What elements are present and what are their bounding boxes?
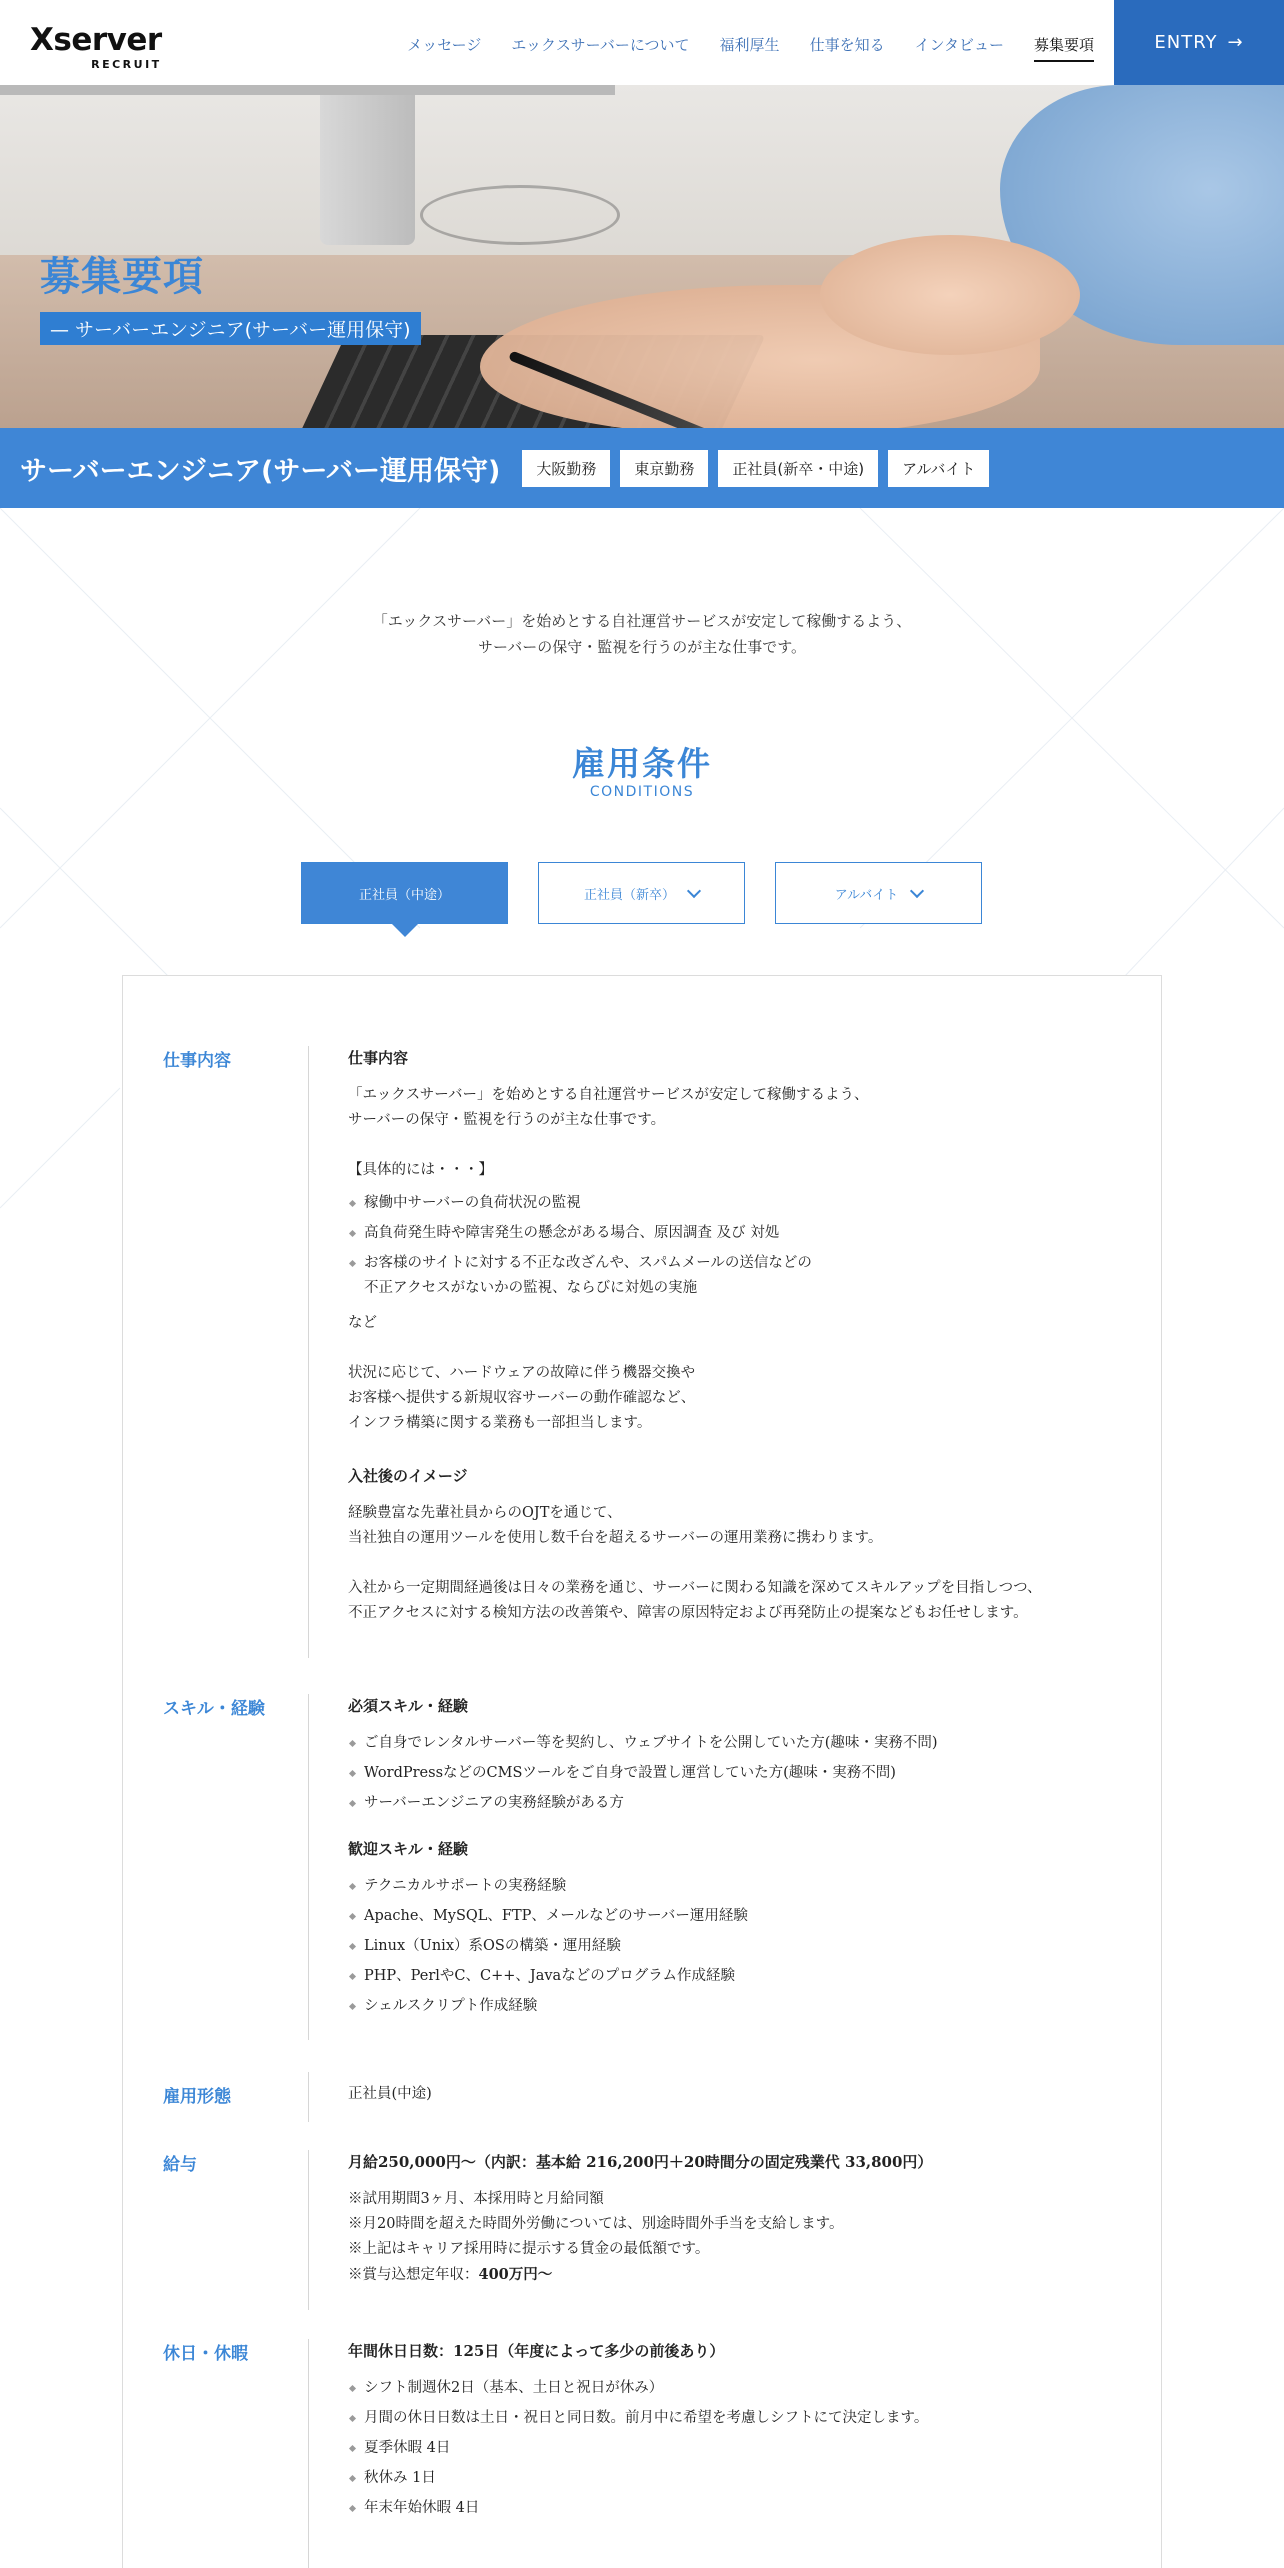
site-logo[interactable] [30,24,162,71]
tag-fulltime: 正社員(新卒・中途) [718,450,878,487]
tab-fulltime-midcareer[interactable] [301,862,508,924]
row-body [348,2150,1108,2288]
hero-photo-monitor [0,85,615,95]
list-item: 月間の休日日数は土日・祝日と同日数。前月中に希望を考慮しシフトにて決定します。 [348,2406,1108,2431]
tag-tokyo: 東京勤務 [620,450,708,487]
tab-parttime[interactable] [775,862,982,924]
row-divider [308,2339,309,2568]
text-line: インフラ構築に関する業務も一部担当します。 [348,1415,652,1431]
row-label: スキル・経験 [163,1699,265,1719]
list-item: 秋休み 1日 [348,2466,1108,2491]
row-divider [308,2150,309,2310]
salary-heading: 月給250,000円～（内訳：基本給 216,200円＋20時間分の固定残業代 33,800円） [348,2153,933,2171]
row-divider [308,1046,309,1658]
tag-osaka: 大阪勤務 [522,450,610,487]
hero-photo-hand-right [820,235,1080,355]
section-heading: 仕事内容 [348,1049,409,1067]
text-line: サーバーの保守・監視を行うのが主な仕事です。 [348,1112,666,1128]
section-heading: 必須スキル・経験 [348,1697,468,1715]
list-item: ご自身でレンタルサーバー等を契約し、ウェブサイトを公開していた方(趣味・実務不問) [348,1731,1108,1756]
row-body [348,2339,1108,2526]
conditions-title: 雇用条件 [572,744,712,783]
list-item: シェルスクリプト作成経験 [348,1994,1108,2019]
tab-fulltime-newgrad[interactable] [538,862,745,924]
chevron-down-icon [910,883,924,897]
text-line: 経験豊富な先輩社員からのOJTを通じて、 [348,1505,622,1521]
logo-main-text: Xserver [30,22,162,58]
task-list [348,1191,1108,1301]
section-heading: 入社後のイメージ [348,1467,468,1485]
holiday-list [348,2376,1108,2521]
list-item: シフト制週休2日（基本、土日と祝日が休み） [348,2376,1108,2401]
hero-title: 募集要項 [40,254,204,300]
intro-line: サーバーの保守・監視を行うのが主な仕事です。 [477,638,807,656]
main-nav [407,34,1094,62]
row-label: 仕事内容 [163,1051,231,1071]
site-header [0,0,1284,85]
tab-label: 正社員（新卒） [583,887,675,903]
job-title: サーバーエンジニア(サーバー運用保守) [20,455,501,487]
tab-label: 正社員（中途） [358,887,450,903]
hero-photo-glasses [420,185,620,245]
list-item: Apache、MySQL、FTP、メールなどのサーバー運用経験 [348,1904,1108,1929]
hero-photo-monitor-stand [320,95,415,245]
holiday-heading: 年間休日日数：125日（年度によって多少の前後あり） [348,2342,725,2360]
row-label: 給与 [163,2155,197,2175]
row-label: 雇用形態 [163,2087,231,2107]
row-divider [308,2072,309,2122]
intro-text [0,608,1284,660]
list-item: お客様のサイトに対する不正な改ざんや、スパムメールの送信などの 不正アクセスがないかの監視、ならびに対処の実施 [348,1251,1108,1301]
list-item: 年末年始休暇 4日 [348,2496,1108,2521]
row-label: 休日・休暇 [163,2344,248,2364]
tab-label: アルバイト [834,887,899,903]
nav-item-interview[interactable]: インタビュー [914,36,1004,54]
welcome-skill-list [348,1874,1108,2019]
annual-income-value: 400万円～ [478,2266,553,2283]
text-line: 状況に応じて、ハードウェアの故障に伴う機器交換や [348,1365,696,1381]
row-skills [163,1694,1123,2040]
nav-item-work[interactable]: 仕事を知る [809,36,885,54]
nav-item-about[interactable]: エックスサーバーについて [511,36,690,54]
row-salary [163,2150,1123,2310]
text-line: 不正アクセスに対する検知方法の改善策や、障害の原因特定および再発防止の提案などもお任せします。 [348,1605,1028,1621]
list-item: 夏季休暇 4日 [348,2436,1108,2461]
nav-item-benefits[interactable]: 福利厚生 [719,36,780,54]
text-line: ※上記はキャリア採用時に提示する賃金の最低額です。 [348,2241,710,2257]
required-skill-list [348,1731,1108,1816]
job-title-bar [0,428,1284,508]
arrow-right-icon: → [1227,32,1244,53]
text-line: お客様へ提供する新規収容サーバーの動作確認など、 [348,1390,696,1406]
list-item: サーバーエンジニアの実務経験がある方 [348,1791,1108,1816]
logo-sub-text: RECRUIT [91,58,162,71]
list-item: WordPressなどのCMSツールをご自身で設置し運営していた方(趣味・実務不問) [348,1761,1108,1786]
text-line: 「エックスサーバー」を始めとする自社運営サービスが安定して稼働するよう、 [348,1087,869,1103]
row-holidays [163,2339,1123,2568]
list-item: Linux（Unix）系OSの構築・運用経験 [348,1934,1108,1959]
text-line: 【具体的には・・・】 [348,1162,493,1178]
list-item: テクニカルサポートの実務経験 [348,1874,1108,1899]
entry-button[interactable] [1114,0,1284,85]
nav-item-message[interactable]: メッセージ [407,36,482,54]
text-line: など [348,1315,377,1331]
text-line: ※試用期間3ヶ月、本採用時と月給同額 [348,2191,604,2207]
row-job-description [163,1046,1123,1658]
text-line: ※月20時間を超えた時間外労働については、別途時間外手当を支給します。 [348,2216,844,2232]
chevron-down-icon [687,883,701,897]
text-line: 入社から一定期間経過後は日々の業務を通じ、サーバーに関わる知識を深めてスキルアップを目指しつつ、 [348,1580,1042,1596]
tag-parttime: アルバイト [888,450,989,487]
hero-subtitle: — サーバーエンジニア(サーバー運用保守) [40,312,421,345]
conditions-tabs [301,862,982,924]
list-item: 稼働中サーバーの負荷状況の監視 [348,1191,1108,1216]
text-line: 当社独自の運用ツールを使用し数千台を超えるサーバーの運用業務に携わります。 [348,1530,883,1546]
hero-banner [0,85,1284,428]
intro-line: 「エックスサーバー」を始めとする自社運営サービスが安定して稼働するよう、 [372,612,912,630]
row-body [348,1046,1108,1626]
section-heading: 歓迎スキル・経験 [348,1840,468,1858]
list-item: 高負荷発生時や障害発生の懸念がある場合、原因調査 及び 対処 [348,1221,1108,1246]
text-line: ※賞与込想定年収：400万円～ [348,2266,553,2283]
row-divider [308,1694,309,2040]
entry-label: ENTRY [1154,32,1218,53]
conditions-subtitle: CONDITIONS [589,784,695,800]
nav-item-recruitment[interactable]: 募集要項 [1034,34,1094,62]
conditions-card [122,975,1162,2568]
row-employment-type [163,2072,1123,2122]
employment-value: 正社員(中途) [348,2086,432,2102]
list-item: PHP、PerlやC、C++、Javaなどのプログラム作成経験 [348,1964,1108,1989]
row-body [348,1694,1108,2024]
